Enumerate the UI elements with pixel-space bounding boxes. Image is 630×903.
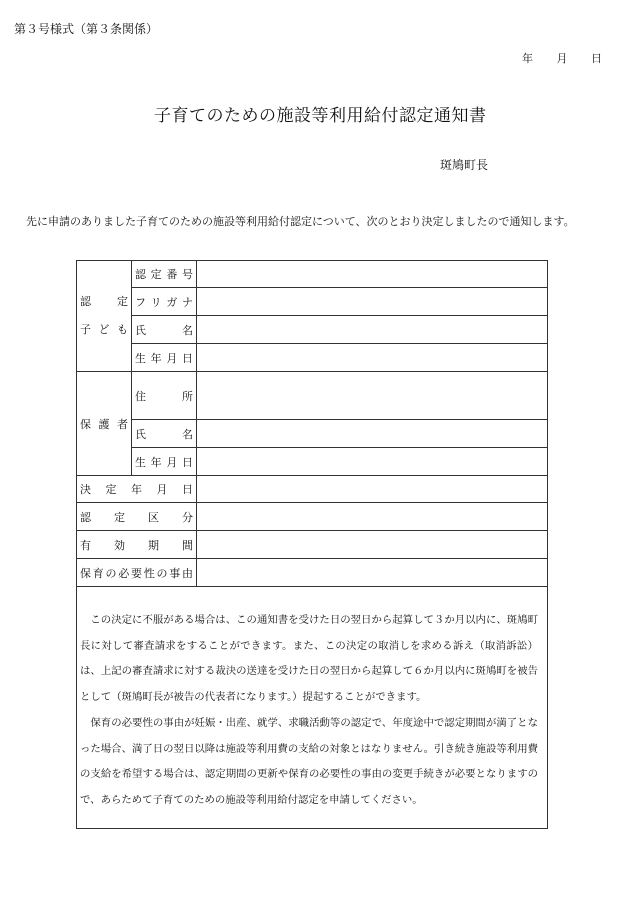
table-rule bbox=[131, 315, 548, 316]
field-furigana: フ リ ガ ナ bbox=[135, 295, 193, 309]
document-title: 子育てのための施設等利用給付認定通知書 bbox=[154, 106, 487, 126]
issuer: 斑鳩町長 bbox=[440, 158, 489, 172]
notes-paragraph-2: 保育の必要性の事由が妊娠・出産、就学、求職活動等の認定で、年度途中で認定期間が満了となった場合、満了日の翌日以降は施設等利用費の支給の対象とはなりません。引き続き施設等利用費の支給を希望する場合は、認定期間の更新や保育の必要性の事由の変更手続きが必要となりますので、あらためて子育てのための施設等利用給付認定を申請してください。 bbox=[80, 716, 538, 806]
field-valid-period: 有 効 期 間 bbox=[80, 538, 193, 552]
date-line: 年 月 日 bbox=[522, 52, 602, 65]
table-rule bbox=[131, 287, 548, 288]
form-number: 第３号様式（第３条関係） bbox=[14, 22, 159, 36]
table-rule bbox=[131, 343, 548, 344]
field-guardian-birthdate: 生 年 月 日 bbox=[135, 455, 193, 469]
table-rule bbox=[131, 260, 132, 475]
notes-paragraph-1: この決定に不服がある場合は、この通知書を受けた日の翌日から起算して３か月以内に、斑鳩町長に対して審査請求をすることができます。また、この決定の取消しを求める訴え（取消訴訟）は、上記の審査請求に対する裁決の送達を受けた日の翌日から起算して６か月以内に斑鳩町を被告として（斑鳩町長が被告の代表者になります。）提起することができます。 bbox=[80, 614, 538, 704]
field-child-name: 氏 名 bbox=[135, 323, 193, 337]
child-group-label-2: 子 ど も bbox=[80, 323, 128, 336]
table-rule bbox=[76, 586, 548, 587]
field-child-birthdate: 生 年 月 日 bbox=[135, 351, 193, 365]
table-rule bbox=[131, 447, 548, 448]
field-decision-date: 決 定 年 月 日 bbox=[80, 483, 193, 496]
child-group-label: 認 定 bbox=[80, 295, 128, 308]
table-rule bbox=[196, 260, 197, 586]
field-guardian-name: 氏 名 bbox=[135, 427, 193, 441]
notes-section bbox=[80, 608, 538, 814]
intro-text: 先に申請のありました子育てのための施設等利用給付認定について、次のとおり決定しましたので通知します。 bbox=[26, 215, 575, 228]
field-certification-number: 認 定 番 号 bbox=[135, 268, 193, 281]
field-guardian-address: 住 所 bbox=[135, 389, 193, 403]
table-rule bbox=[131, 419, 548, 420]
field-childcare-reason: 保 育 の 必 要 性 の 事 由 bbox=[80, 566, 193, 580]
guardian-group-label: 保 護 者 bbox=[80, 417, 128, 431]
field-certification-category: 認 定 区 分 bbox=[80, 510, 193, 524]
